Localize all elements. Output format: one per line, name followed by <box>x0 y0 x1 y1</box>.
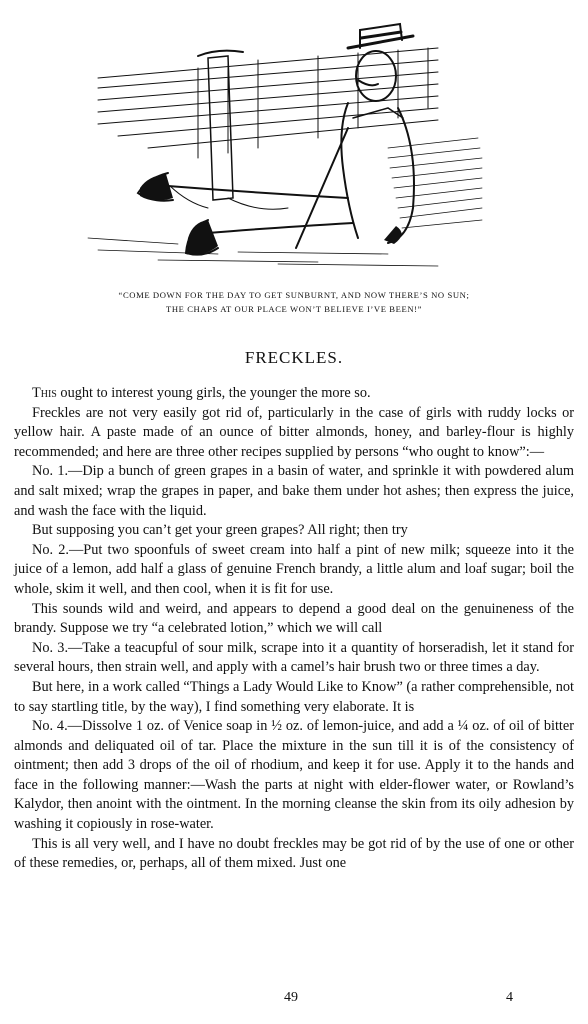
caption-line: “COME DOWN FOR THE DAY TO GET SUNBURNT, AND NOW THERE’S NO SUN; <box>118 290 470 300</box>
paragraph: No. 3.—Take a teacupful of sour milk, scrape into it a quantity of horseradish, let it stand for several hours, then strain well, and apply with a camel’s hair brush two or three times a day. <box>14 639 574 676</box>
paragraph: No. 2.—Put two spoonfuls of sweet cream into half a pint of new milk; squeeze into it the juice of a lemon, add half a glass of genuine French brandy, a little alum and loaf sugar; boil the whole, skim it well, and then cool, when it is fit for use. <box>14 541 574 597</box>
caption-line: THE CHAPS AT OUR PLACE WON’T BELIEVE I’VE BEEN!” <box>165 304 423 314</box>
paragraph <box>14 384 574 404</box>
fence-hatching <box>98 48 438 158</box>
signature-mark: 4 <box>506 990 513 1005</box>
paragraph: But here, in a work called “Things a Lady Would Like to Know” (a rather comprehensible, not to say startling title, by the way), I find something very elaborate. It is <box>14 678 574 715</box>
lead-word: This <box>32 385 57 401</box>
illustration-caption <box>40 288 548 316</box>
paragraph: This sounds wild and weird, and appears to depend a good deal on the genuineness of the brandy. Suppose we try “a celebrated lotion,” which we will call <box>14 600 574 637</box>
paragraph: No. 1.—Dip a bunch of green grapes in a basin of water, and sprinkle it with powdered alum and salt mixed; wrap the grapes in paper, and bake them under hot ashes; then express the juice, and wash the face with the liquid. <box>14 463 574 519</box>
page-footer <box>0 990 588 1010</box>
paragraph: But supposing you can’t get your green grapes? All right; then try <box>32 522 408 539</box>
paragraph: No. 4.—Dissolve 1 oz. of Venice soap in ½ oz. of lemon-juice, and add a ¼ oz. of oil of bitter almonds and deliquated oil of tar. Place the mixture in the sun till it is of the consistency of ointment; then add 3 drops of the oil of rhodium, and keep it for use. Apply it to the hands and face in the following manner:—Wash the parts at night with elder-flower water, or Rowland’s Kalydor, then anoint with the ointment. In the morning cleanse the skin from its oily adhesion by washing it copiously in rose-water. <box>14 718 574 833</box>
paragraph-text: ought to interest young girls, the younger the more so. <box>56 385 371 401</box>
sunburnt-man-illustration <box>58 8 488 280</box>
page-number: 49 <box>284 990 298 1005</box>
page-title: FRECKLES. <box>244 348 344 367</box>
paragraph: This is all very well, and I have no doubt freckles may be got rid of by the use of one or other of these remedies, or, perhaps, all of them mixed. Just one <box>14 835 574 872</box>
paragraph: Freckles are not very easily got rid of, particularly in the case of girls with ruddy locks or yellow hair. A paste made of an ounce of bitter almonds, honey, and barley-flour is highly recommended; and here are three other recipes supplied by persons “who ought to know”:— <box>14 404 574 460</box>
article-body <box>14 384 574 874</box>
